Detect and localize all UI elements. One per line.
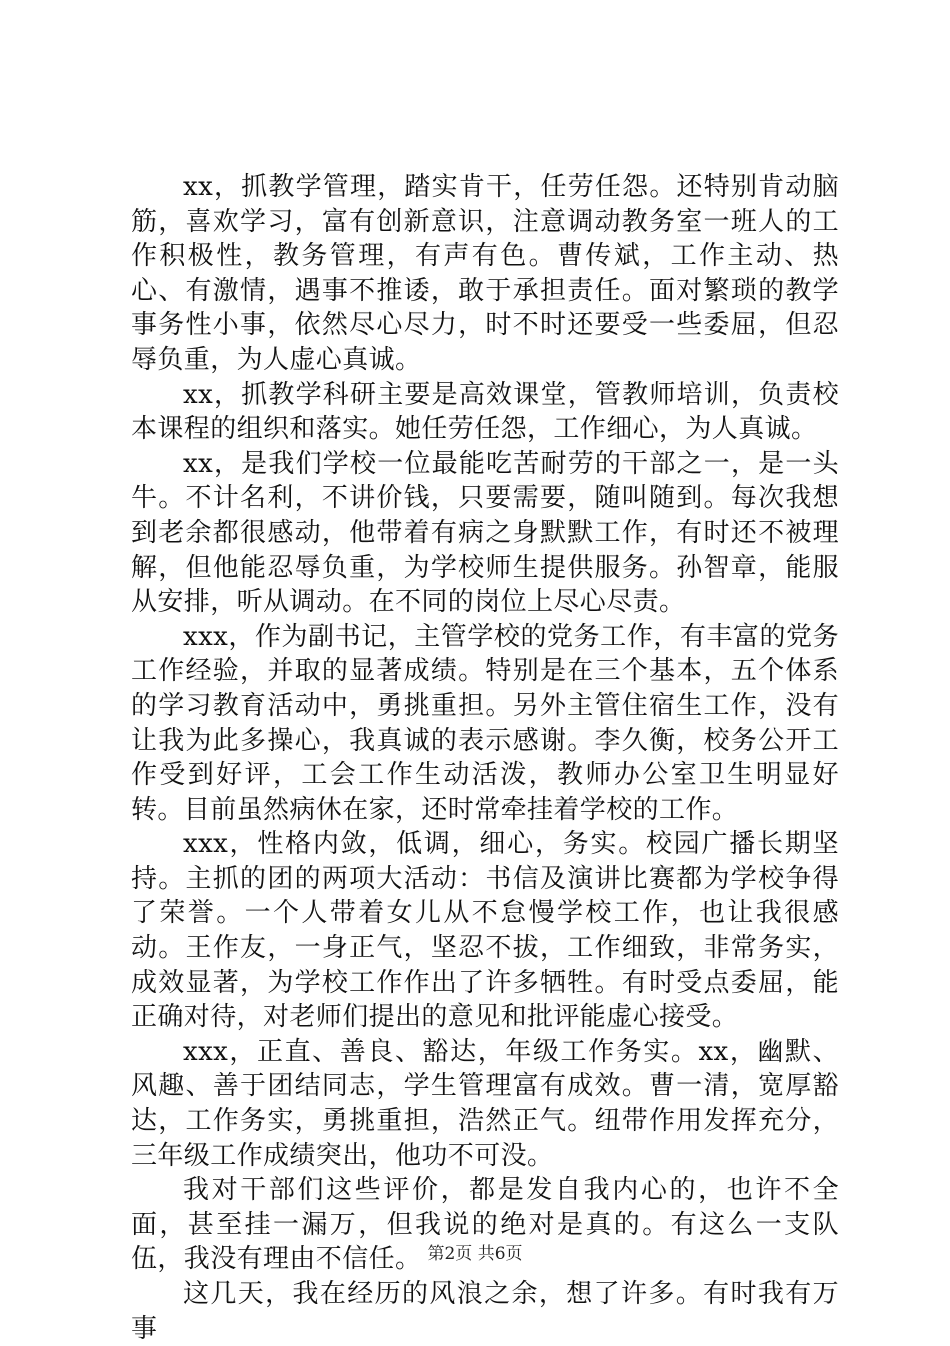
paragraph-3: xx，是我们学校一位最能吃苦耐劳的干部之一，是一头牛。不计名利，不讲价钱，只要需要，随叫随到。每次我想到老余都很感动，他带着有病之身默默工作，有时还不被理解，但他能忍辱负重，为学校师生提供服务。孙智章，能服从安排，听从调动。在不同的岗位上尽心尽责。 xyxy=(131,448,839,618)
page-number-label: 第2页 共6页 xyxy=(427,1244,523,1264)
paragraph-7: 我对干部们这些评价，都是发自我内心的，也许不全面，甚至挂一漏万，但我说的绝对是真的。有这么一支队伍，我没有理由不信任。 xyxy=(131,1175,839,1275)
page-footer xyxy=(0,1243,950,1265)
paragraph-2: xx，抓教学科研主要是高效课堂，管教师培训，负责校本课程的组织和落实。她任劳任怨，工作细心，为人真诚。 xyxy=(131,379,839,445)
paragraph-1: xx，抓教学管理，踏实肯干，任劳任怨。还特别肯动脑筋，喜欢学习，富有创新意识，注意调动教务室一班人的工作积极性，教务管理，有声有色。曹传斌，工作主动、热心、有激情，遇事不推诿，敢于承担责任。面对繁琐的教学事务性小事，依然尽心尽力，时不时还要受一些委屈，但忍辱负重，为人虚心真诚。 xyxy=(131,172,839,375)
paragraph-8: 这几天，我在经历的风浪之余，想了许多。有时我有万事 xyxy=(131,1279,839,1344)
document-body xyxy=(131,170,839,1346)
paragraph-5: xxx，性格内敛，低调，细心，务实。校园广播长期坚持。主抓的团的两项大活动：书信及演讲比赛都为学校争得了荣誉。一个人带着女儿从不怠慢学校工作，也让我很感动。王作友，一身正气，坚忍不拔，工作细致，非常务实，成效显著，为学校工作作出了许多牺牲。有时受点委屈，能正确对待，对老师们提出的意见和批评能虚心接受。 xyxy=(131,829,839,1033)
paragraph-6: xxx，正直、善良、豁达，年级工作务实。xx，幽默、风趣、善于团结同志，学生管理富有成效。曹一清，宽厚豁达，工作务实，勇挑重担，浩然正气。纽带作用发挥充分，三年级工作成绩突出，他功不可没。 xyxy=(131,1036,839,1171)
paragraph-4: xxx，作为副书记，主管学校的党务工作，有丰富的党务工作经验，并取的显著成绩。特别是在三个基本，五个体系的学习教育活动中，勇挑重担。另外主管住宿生工作，没有让我为此多操心，我真诚的表示感谢。李久衡，校务公开工作受到好评，工会工作生动活泼，教师办公室卫生明显好转。目前虽然病休在家，还时常牵挂着学校的工作。 xyxy=(131,621,839,825)
